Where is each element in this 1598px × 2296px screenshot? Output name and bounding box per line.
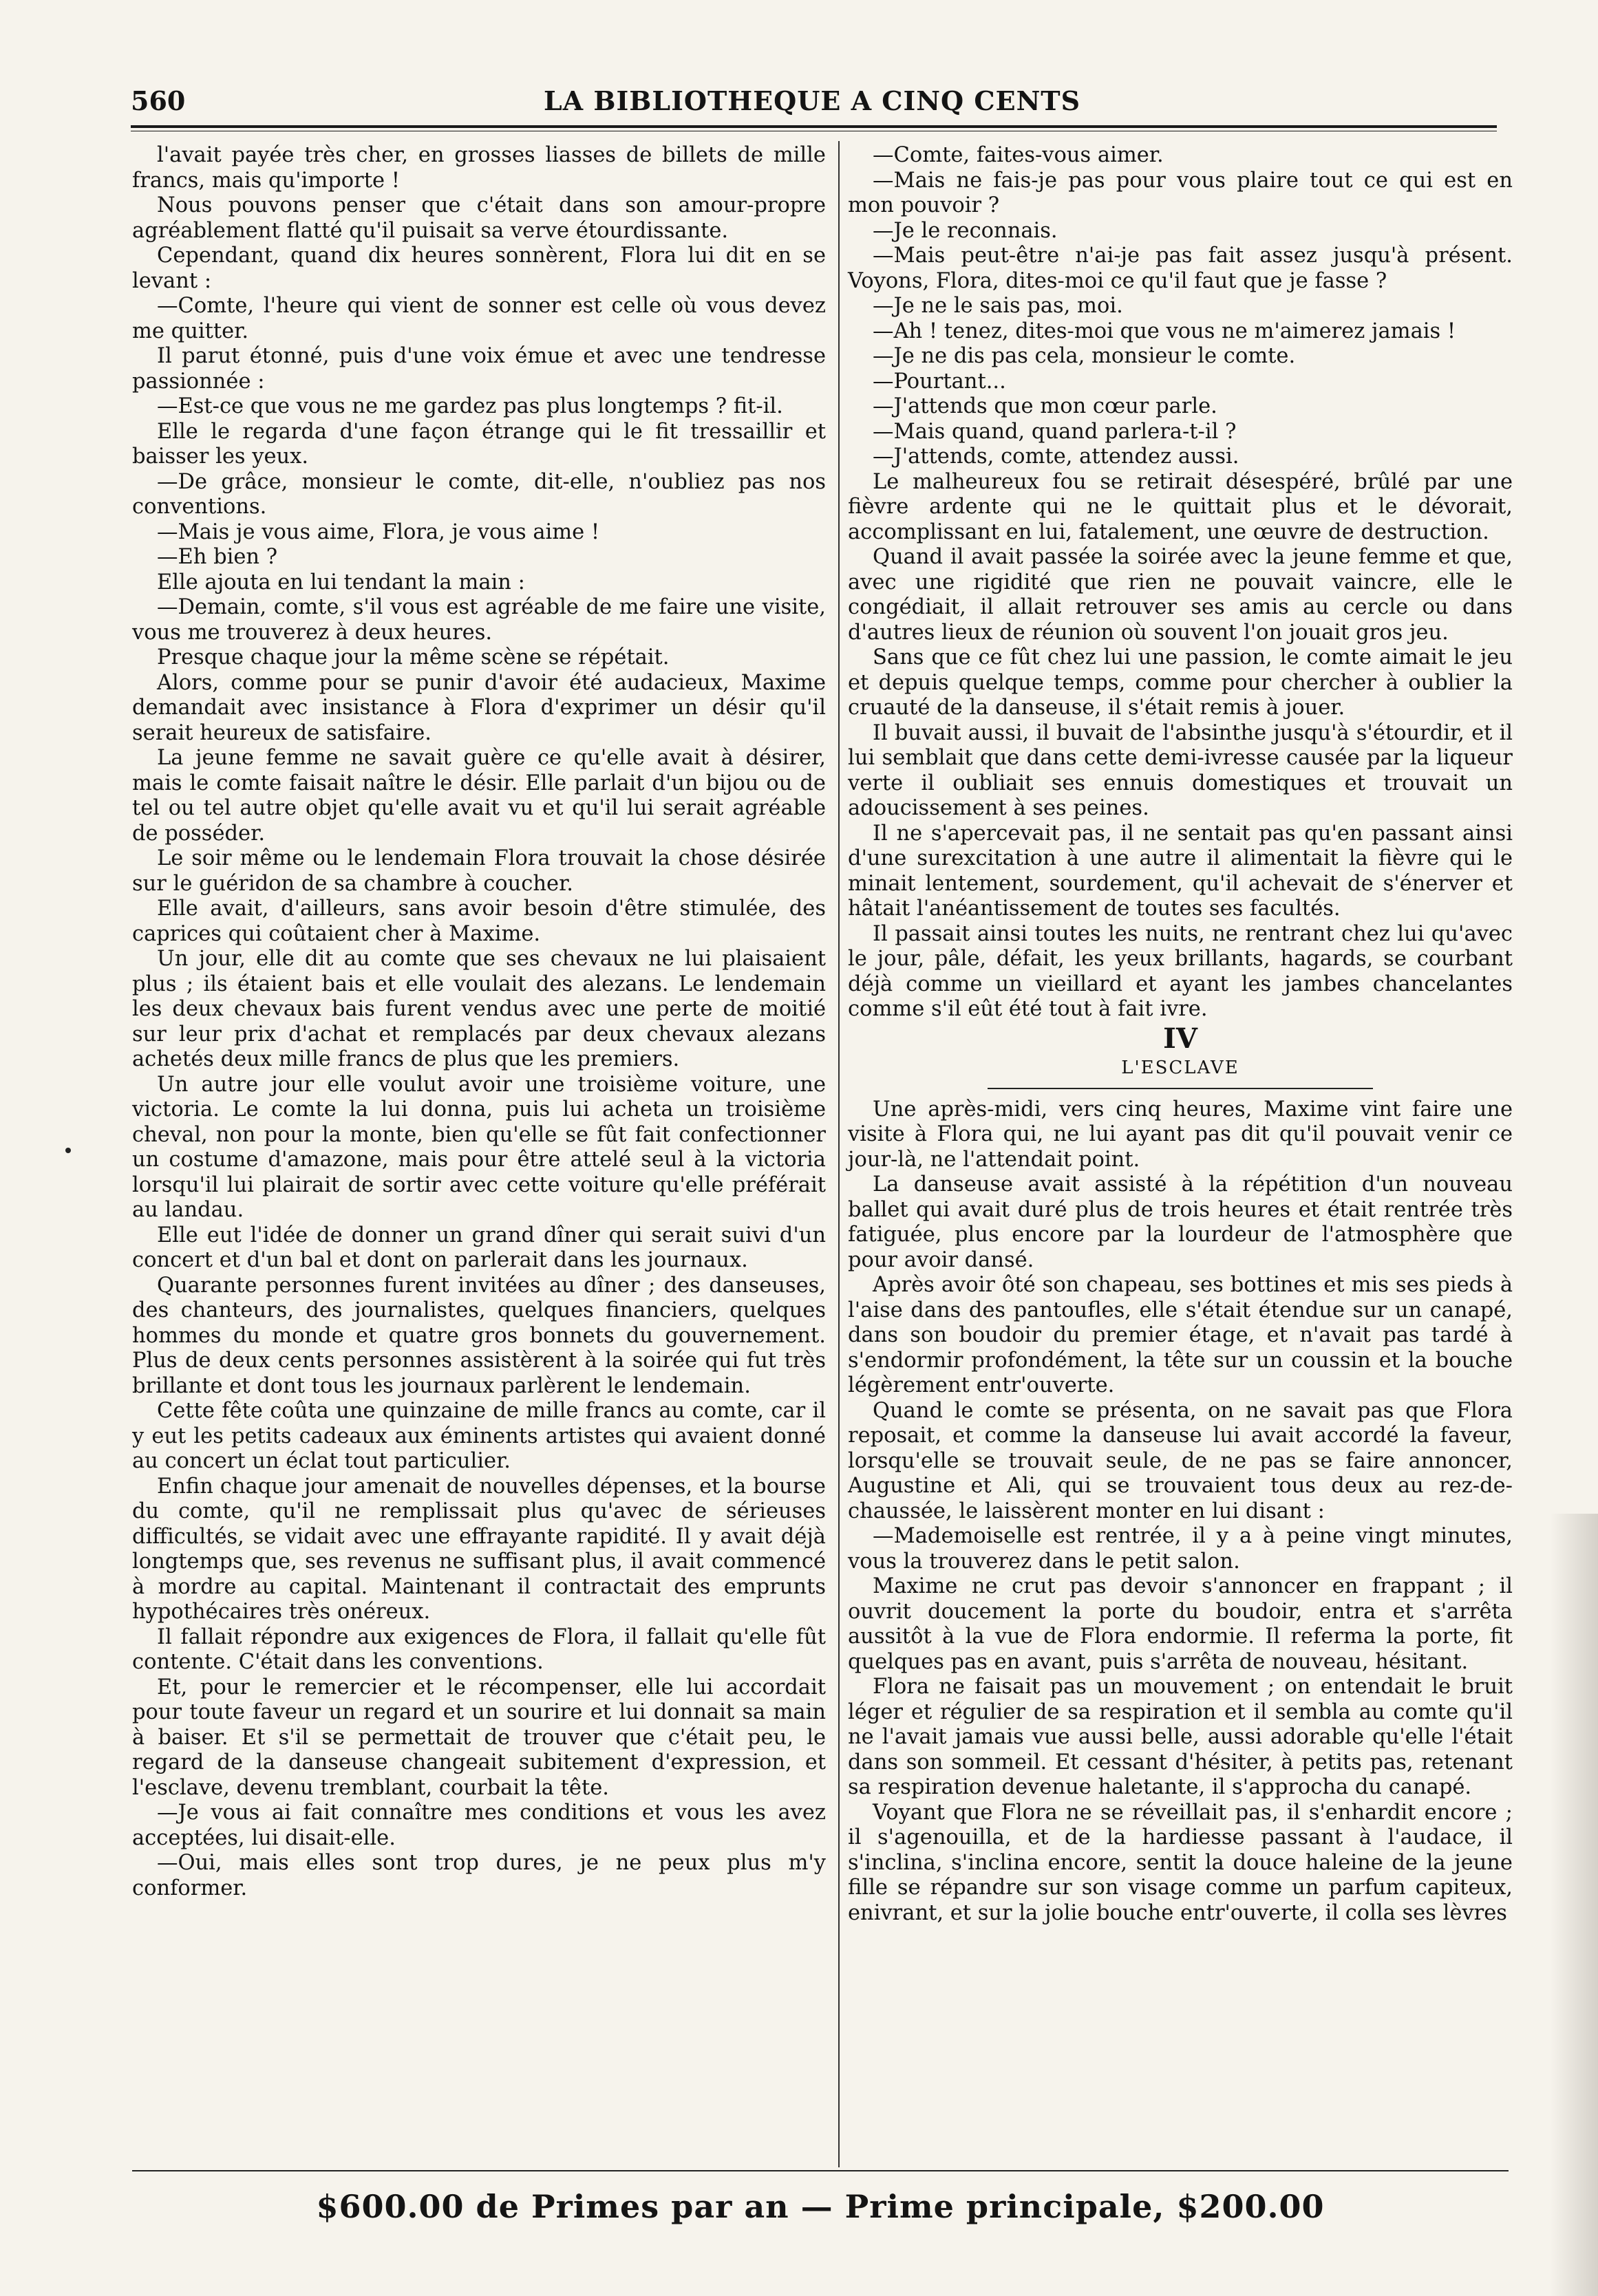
right-column-text-top bbox=[848, 143, 1513, 1022]
footer-rule bbox=[132, 2170, 1509, 2171]
paragraph: Elle eut l'idée de donner un grand dîner qui serait suivi d'un concert et d'un bal et dont on parlerait dans les journaux. bbox=[132, 1223, 826, 1272]
paragraph: —Pourtant... bbox=[873, 369, 1006, 394]
paragraph: Elle ajouta en lui tendant la main : bbox=[157, 570, 525, 594]
paragraph: Quand il avait passée la soirée avec la jeune femme et que, avec une rigidité que rien ne pouvait vaincre, elle le congédiait, il allait retrouver ses amis au cercle ou dans d'autres lieux de réunion où souvent l'on jouait gros jeu. bbox=[848, 545, 1513, 645]
paragraph: l'avait payée très cher, en grosses liasses de billets de mille francs, mais qu'importe ! bbox=[132, 143, 826, 193]
footer-banner: $600.00 de Primes par an — Prime principale, $200.00 bbox=[316, 2188, 1325, 2225]
paragraph: Il parut étonné, puis d'une voix émue et avec une tendresse passionnée : bbox=[132, 344, 826, 394]
paragraph: Quarante personnes furent invitées au dîner ; des danseuses, des chanteurs, des journalistes, quelques financiers, quelques hommes du monde et quatre gros bonnets du gouvernement. Plus de deux cents personnes assistèrent à la soirée qui fut très brillante et dont tous les journaux parlèrent le lendemain. bbox=[132, 1273, 826, 1398]
paragraph: Flora ne faisait pas un mouvement ; on entendait le bruit léger et régulier de sa respiration et il sembla au comte qu'il ne l'avait jamais vue aussi belle, aussi adorable qu'elle l'était dans son sommeil. Et cessant d'hésiter, à petits pas, retenant sa respiration devenue haletante, il s'approcha du canapé. bbox=[848, 1675, 1513, 1799]
paragraph: —Mais peut-être n'ai-je pas fait assez jusqu'à présent. Voyons, Flora, dites-moi ce qu'il faut que je fasse ? bbox=[848, 244, 1513, 293]
chapter-title: L'ESCLAVE bbox=[1121, 1058, 1239, 1078]
paragraph: —Ah ! tenez, dites-moi que vous ne m'aimerez jamais ! bbox=[873, 319, 1456, 343]
paragraph: —Comte, faites-vous aimer. bbox=[873, 143, 1164, 167]
chapter-rule bbox=[988, 1088, 1373, 1089]
paragraph: —Mais quand, quand parlera-t-il ? bbox=[873, 419, 1237, 444]
paragraph: —Mais je vous aime, Flora, je vous aime ! bbox=[157, 519, 600, 544]
page-edge-shadow bbox=[1550, 1514, 1598, 2296]
paragraph: Et, pour le remercier et le récompenser, elle lui accordait pour toute faveur un regard et un sourire et lui donnait sa main à baiser. Et s'il se permettait de trouver que c'était peu, le regard de la danseuse changeait subitement d'expression, et l'esclave, devenu tremblant, courbait la tête. bbox=[132, 1675, 826, 1800]
paragraph: Il passait ainsi toutes les nuits, ne rentrant chez lui qu'avec le jour, pâle, défait, les yeux brillants, hagards, se courbant déjà comme un vieillard et ayant les jambes chancelantes comme s'il eût été tout à fait ivre. bbox=[848, 921, 1513, 1021]
paragraph: —Est-ce que vous ne me gardez pas plus longtemps ? fit-il. bbox=[157, 394, 783, 418]
paragraph: Quand le comte se présenta, on ne savait pas que Flora reposait, et comme la danseuse lui avait accordé la faveur, lorsqu'elle se trouvait seule, de ne pas se faire annoncer, Augustine et Ali, qui se trouvaient tous deux au rez-de-chaussée, le laissèrent monter en lui disant : bbox=[848, 1398, 1513, 1523]
paragraph: Un autre jour elle voulut avoir une troisième voiture, une victoria. Le comte la lui donna, puis lui acheta un troisième cheval, non pour la monte, bien qu'elle se fût fait confectionner un costume d'amazone, mais pour être attelé seul à la victoria lorsqu'il lui plairait de sortir avec cette voiture qu'elle préférait au landau. bbox=[132, 1072, 826, 1222]
paragraph: Le soir même ou le lendemain Flora trouvait la chose désirée sur le guéridon de sa chambre à coucher. bbox=[132, 846, 826, 896]
paragraph: —Je vous ai fait connaître mes conditions et vous les avez acceptées, lui disait-elle. bbox=[132, 1801, 826, 1850]
paragraph: Cette fête coûta une quinzaine de mille francs au comte, car il y eut les petits cadeaux aux éminents artistes qui avaient donné au concert un éclat tout particulier. bbox=[132, 1399, 826, 1473]
chapter-number: IV bbox=[1163, 1022, 1197, 1055]
paragraph: Elle avait, d'ailleurs, sans avoir besoin d'être stimulée, des caprices qui coûtaient cher à Maxime. bbox=[132, 897, 826, 946]
paragraph: Il fallait répondre aux exigences de Flora, il fallait qu'elle fût contente. C'était dans les conventions. bbox=[132, 1624, 826, 1674]
paragraph: Le malheureux fou se retirait désespéré, brûlé par une fièvre ardente qui ne le quittait plus et le dévorait, accomplissant en lui, fatalement, une œuvre de destruction. bbox=[848, 469, 1513, 544]
paragraph: Un jour, elle dit au comte que ses chevaux ne lui plaisaient plus ; ils étaient bais et elle voulait des alezans. Le lendemain les deux chevaux bais furent vendus avec une perte de moitié sur leur prix d'achat et remplacés par deux chevaux alezans achetés deux mille francs de plus que les premiers. bbox=[132, 947, 826, 1071]
paragraph: —Demain, comte, s'il vous est agréable de me faire une visite, vous me trouverez à deux heures. bbox=[132, 595, 826, 645]
paragraph: Il ne s'apercevait pas, il ne sentait pas qu'en passant ainsi d'une surexcitation à une autre il alimentait la fièvre qui le minait lentement, sourdement, qu'il achevait de s'énerver et hâtait l'anéantissement de toutes ses facultés. bbox=[848, 821, 1513, 921]
paragraph: —Je le reconnais. bbox=[873, 218, 1058, 243]
paragraph: Cependant, quand dix heures sonnèrent, Flora lui dit en se levant : bbox=[132, 244, 826, 293]
paragraph: Nous pouvons penser que c'était dans son amour-propre agréablement flatté qu'il puisait sa verve étourdissante. bbox=[132, 193, 826, 243]
paragraph: —Je ne le sais pas, moi. bbox=[873, 294, 1123, 318]
right-column bbox=[848, 143, 1513, 1926]
paragraph: Alors, comme pour se punir d'avoir été audacieux, Maxime demandait avec insistance à Flora d'exprimer un désir qu'il serait heureux de satisfaire. bbox=[132, 670, 826, 745]
paragraph: Après avoir ôté son chapeau, ses bottines et mis ses pieds à l'aise dans des pantoufles, elle s'était étendue sur un canapé, dans son boudoir du premier étage, et n'avait pas tardé à s'endormir profondément, la tête sur un coussin et la bouche légèrement entr'ouverte. bbox=[848, 1273, 1513, 1397]
paragraph: —Oui, mais elles sont trop dures, je ne peux plus m'y conformer. bbox=[132, 1851, 826, 1900]
paragraph: La danseuse avait assisté à la répétition d'un nouveau ballet qui avait duré plus de trois heures et était rentrée très fatiguée, plus encore par la lourdeur de l'atmosphère que pour avoir dansé. bbox=[848, 1172, 1513, 1272]
paragraph: Maxime ne crut pas devoir s'annoncer en frappant ; il ouvrit doucement la porte du boudoir, entra et s'arrêta aussitôt à la vue de Flora endormie. Il referma la porte, fit quelques pas en avant, puis s'arrêta de nouveau, hésitant. bbox=[848, 1574, 1513, 1674]
page-number: 560 bbox=[131, 85, 186, 116]
header-rule bbox=[131, 125, 1497, 128]
paragraph: La jeune femme ne savait guère ce qu'elle avait à désirer, mais le comte faisait naître le désir. Elle parlait d'un bijou ou de tel ou tel autre objet qu'elle avait vu et qu'il lui serait agréable de posséder. bbox=[132, 746, 826, 846]
paragraph: Elle le regarda d'une façon étrange qui le fit tressaillir et baisser les yeux. bbox=[132, 419, 826, 469]
paragraph: Enfin chaque jour amenait de nouvelles dépenses, et la bourse du comte, qu'il ne remplissait plus qu'avec de sérieuses difficultés, se vidait avec une effrayante rapidité. Il y avait déjà longtemps que, ses revenus ne suffisant plus, il avait commencé à mordre au capital. Maintenant il contractait des emprunts hypothécaires très onéreux. bbox=[132, 1474, 826, 1624]
paragraph: Voyant que Flora ne se réveillait pas, il s'enhardit encore ; il s'agenouilla, et de la hardiesse passant à l'audace, il s'inclina, s'inclina encore, sentit la douce haleine de la jeune fille se répandre sur son visage comme un parfum capiteux, enivrant, et sur la jolie bouche entr'ouverte, il colla ses lèvres bbox=[848, 1800, 1513, 1925]
right-column-text-bottom bbox=[848, 1097, 1513, 1927]
paragraph: —J'attends, comte, attendez aussi. bbox=[873, 444, 1239, 469]
paragraph: Sans que ce fût chez lui une passion, le comte aimait le jeu et depuis quelque temps, comme pour chercher à oublier la cruauté de la danseuse, il s'était remis à jouer. bbox=[848, 645, 1513, 720]
page-header bbox=[131, 83, 1493, 118]
paragraph: Il buvait aussi, il buvait de l'absinthe jusqu'à s'étourdir, et il lui semblait que dans cette demi-ivresse causée par la liqueur verte il oubliait ses ennuis domestiques et trouvait un adoucissement à ses peines. bbox=[848, 720, 1513, 820]
paragraph: Une après-midi, vers cinq heures, Maxime vint faire une visite à Flora qui, ne lui ayant pas dit qu'il pouvait venir ce jour-là, ne l'attendait point. bbox=[848, 1097, 1513, 1172]
left-column bbox=[132, 143, 826, 1901]
margin-dot bbox=[65, 1148, 71, 1153]
paragraph: —Comte, l'heure qui vient de sonner est celle où vous devez me quitter. bbox=[132, 294, 826, 343]
paragraph: —De grâce, monsieur le comte, dit-elle, n'oubliez pas nos conventions. bbox=[132, 469, 826, 519]
paragraph: —J'attends que mon cœur parle. bbox=[873, 394, 1217, 418]
paragraph: —Mais ne fais-je pas pour vous plaire tout ce qui est en mon pouvoir ? bbox=[848, 168, 1513, 217]
paragraph: Presque chaque jour la même scène se répétait. bbox=[157, 645, 670, 669]
paragraph: —Eh bien ? bbox=[157, 545, 278, 569]
running-head: LA BIBLIOTHEQUE A CINQ CENTS bbox=[543, 85, 1081, 116]
paragraph: —Je ne dis pas cela, monsieur le comte. bbox=[873, 344, 1296, 368]
column-divider bbox=[838, 141, 840, 2167]
paragraph: —Mademoiselle est rentrée, il y a à peine vingt minutes, vous la trouverez dans le petit salon. bbox=[848, 1524, 1513, 1574]
